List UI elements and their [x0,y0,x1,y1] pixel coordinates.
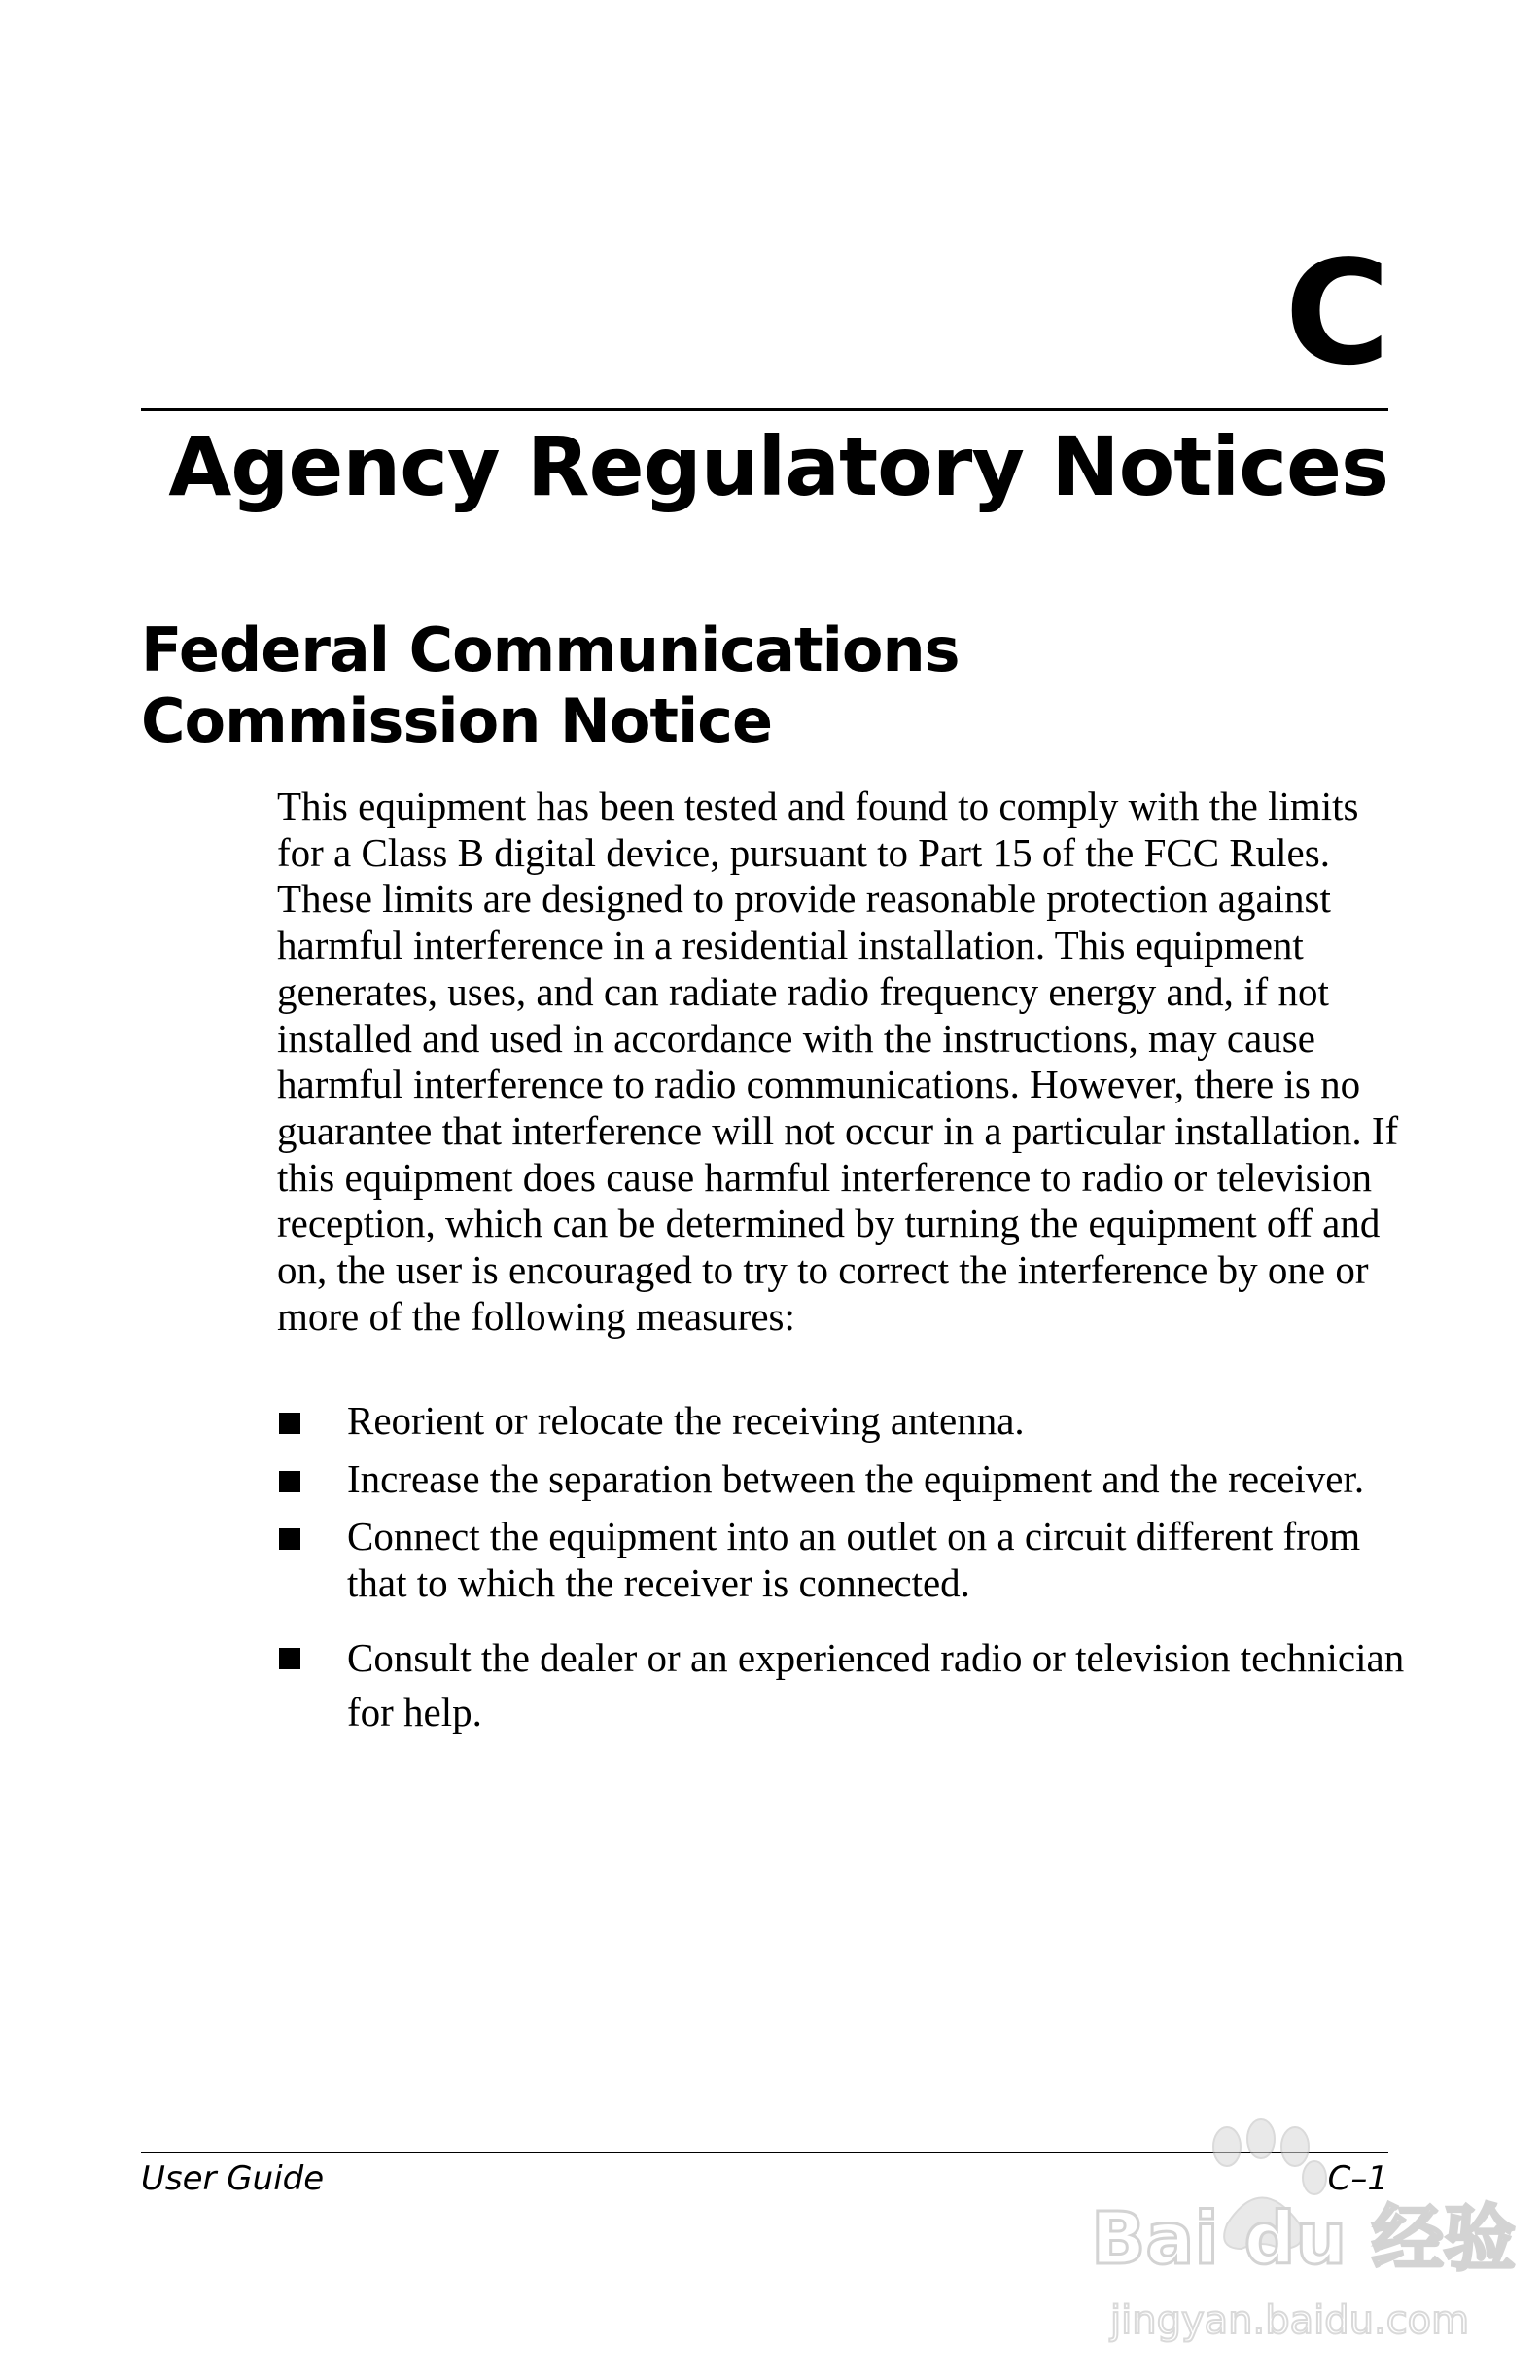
list-item-text: Reorient or relocate the receiving antenna. [347,1398,1025,1443]
section-heading-line2: Commission Notice [141,685,773,756]
fcc-paragraph: This equipment has been tested and found to comply with the limits for a Class B digital device, pursuant to Part 15 of the FCC Rules. These limits are designed to provide reasonable protection against harmful interference in a residential installation. This equipment generates, uses, and can radiate radio frequency energy and, if not installed and used in accordance with the instructions, may cause harmful interference to radio communications. However, there is no guarantee that interference will not occur in a particular installation. If this equipment does cause harmful interference to radio or television reception, which can be determined by turning the equipment off and on, the user is encouraged to try to correct the interference by one or more of the following measures: [277,784,1399,1339]
watermark-url: jingyan.baidu.com [1110,2298,1470,2343]
list-item [277,1398,1405,1445]
chapter-rule [141,408,1388,411]
square-bullet-icon [279,1413,300,1434]
square-bullet-icon [279,1471,300,1492]
list-item [277,1456,1405,1503]
list-item [277,1630,1405,1739]
footer-left: User Guide [141,2159,325,2198]
list-item-text: Connect the equipment into an outlet on a circuit different from that to which the receiver is connected. [347,1514,1361,1606]
watermark-brand: Bai du 经验 [1091,2197,1516,2281]
section-heading-line1: Federal Communications [141,614,960,685]
list-item [277,1514,1405,1606]
measures-list [277,1398,1405,1751]
section-heading [141,614,1210,756]
square-bullet-icon [279,1528,300,1550]
baidu-watermark-icon [1081,2118,1516,2361]
chapter-title: Agency Regulatory Notices [168,419,1388,514]
list-item-text: Increase the separation between the equipment and the receiver. [347,1455,1365,1501]
list-item-text: Consult the dealer or an experienced radio or television technician for help. [347,1634,1405,1734]
chapter-letter: C [1284,229,1388,397]
square-bullet-icon [279,1648,300,1669]
footer-page-number: C–1 [1327,2159,1388,2198]
